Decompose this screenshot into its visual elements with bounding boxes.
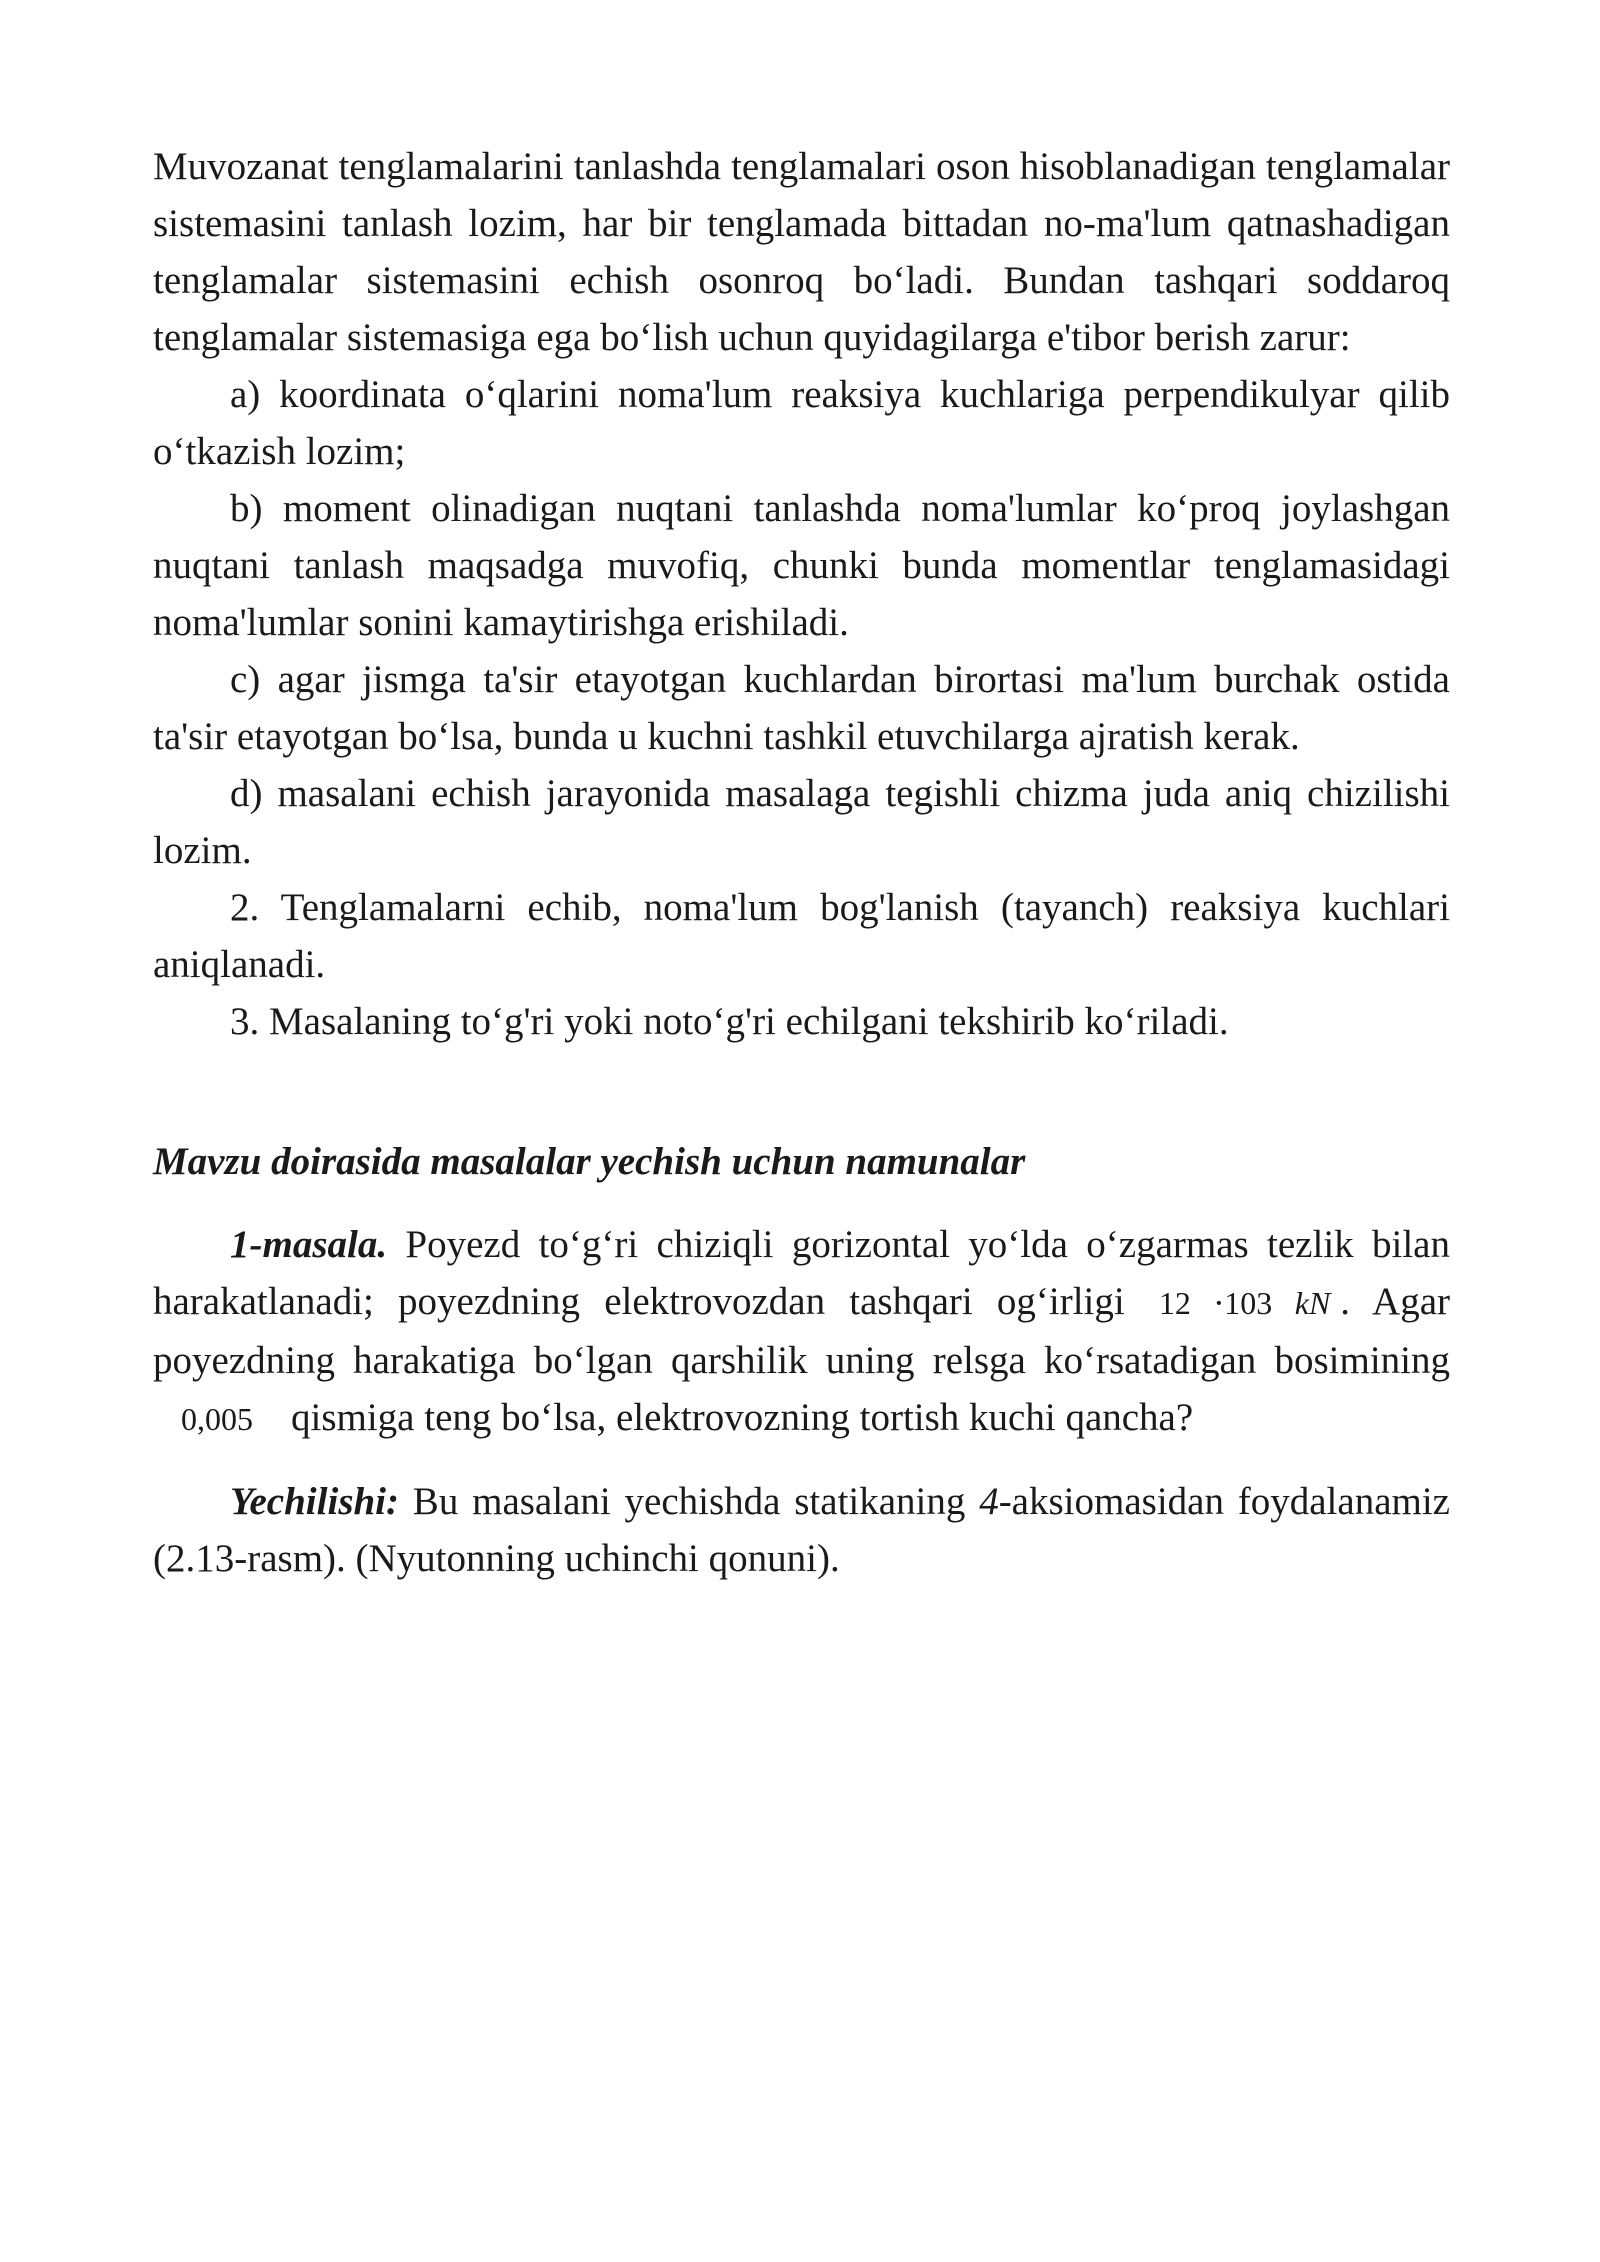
list-item-c: c) agar jismga ta'sir etayotgan kuchlardan birortasi ma'lum burchak ostida ta'sir etayotgan bo‘lsa, bunda u kuchni tashkil etuvchilarga ajratish kerak. — [153, 658, 1450, 758]
weight-unit: kN — [1294, 1285, 1331, 1321]
problem-text-middle: . Agar poyezdning harakatiga bo‘lgan qarshilik uning relsga ko‘rsatadigan bosimining — [153, 1280, 1451, 1382]
weight-value: 12 ⋅103 — [1158, 1285, 1273, 1321]
solution-paragraph — [153, 1473, 1450, 1587]
solution-text-after: -aksiomasidan foydalanamiz (2.13-rasm). (Nyutonning uchinchi qonuni). — [153, 1480, 1450, 1580]
step-2: 2. Tenglamalarni echib, noma'lum bog'lanish (tayanch) reaksiya kuchlari aniqlanadi. — [153, 886, 1450, 986]
problem-paragraph — [153, 1216, 1450, 1448]
problem-label: 1-masala. — [230, 1223, 388, 1266]
list-item-a: a) koordinata o‘qlarini noma'lum reaksiya kuchlariga perpendikulyar qilib o‘tkazish lozim; — [153, 373, 1450, 473]
solution-text-before: Bu masalani yechishda statikaning — [399, 1480, 980, 1523]
document-page — [153, 138, 1450, 1587]
problem-text-after: qismiga teng bo‘lsa, elektrovozning tortish kuchi qancha? — [291, 1396, 1194, 1439]
intro-paragraph: Muvozanat tenglamalarini tanlashda tenglamalari oson hisoblanadigan tenglamalar sistemasini tanlash lozim, har bir tenglamada bittadan no-ma'lum qatnashadigan tenglamalar sistemasini echish osonroq bo‘ladi. Bundan tashqari soddaroq tenglamalar sistemasiga ega bo‘lish uchun quyidagilarga e'tibor berish zarur: — [153, 145, 1450, 359]
problem-text-before: Poyezd to‘g‘ri chiziqli gorizontal yo‘lda o‘zgarmas tezlik bilan harakatlanadi; poyezdning elektrovozdan tashqari og‘irligi — [153, 1223, 1450, 1323]
solution-label: Yechilishi: — [230, 1480, 400, 1523]
step-3: 3. Masalaning to‘g'ri yoki noto‘g'ri echilgani tekshirib ko‘riladi. — [230, 1000, 1229, 1043]
axiom-number: 4 — [979, 1480, 999, 1523]
list-item-b: b) moment olinadigan nuqtani tanlashda noma'lumlar ko‘proq joylashgan nuqtani tanlash maqsadga muvofiq, chunki bunda momentlar tenglamasidagi noma'lumlar sonini kamaytirishga erishiladi. — [153, 487, 1450, 644]
list-item-d: d) masalani echish jarayonida masalaga tegishli chizma juda aniq chizilishi lozim. — [153, 772, 1450, 872]
resistance-fraction: 0,005 — [181, 1401, 253, 1437]
weight-formula — [1149, 1285, 1340, 1321]
section-heading: Mavzu doirasida masalalar yechish uchun namunalar — [153, 1140, 1026, 1183]
